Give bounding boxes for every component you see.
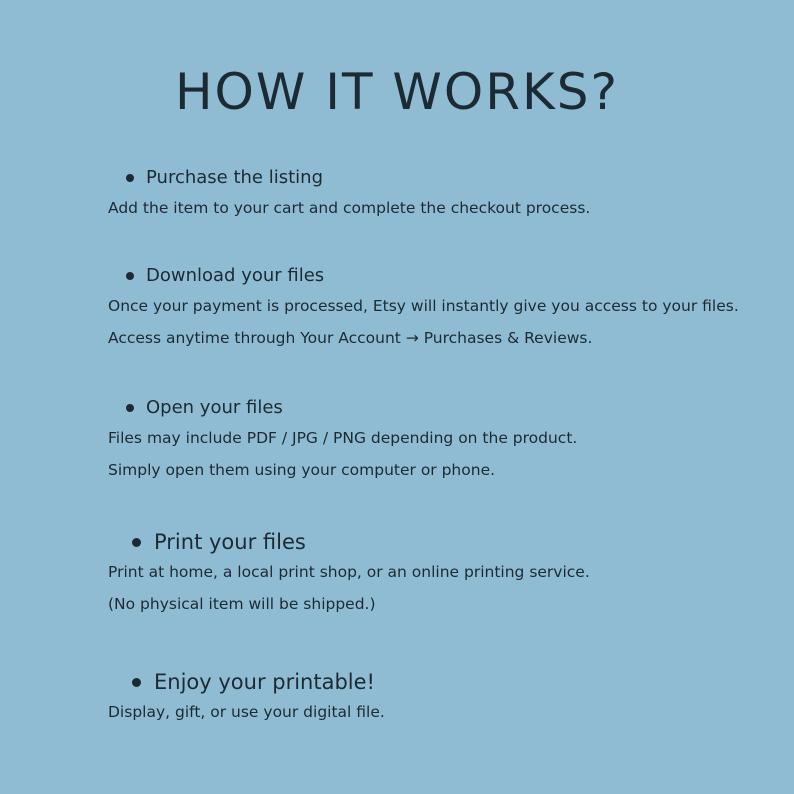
step-heading-label: Purchase the listing: [146, 167, 323, 188]
step-description-line: Access anytime through Your Account → Purchases & Reviews.: [108, 329, 593, 347]
step-print: [108, 528, 768, 620]
step-heading: [108, 668, 768, 696]
bullet-icon: [132, 538, 141, 547]
step-description-line: (No physical item will be shipped.): [108, 595, 376, 613]
step-description-line: Simply open them using your computer or phone.: [108, 461, 496, 479]
step-description-line: Files may include PDF / JPG / PNG depending on the product.: [108, 429, 578, 447]
bullet-icon: [126, 404, 134, 412]
step-open: [108, 394, 768, 486]
step-download: [108, 262, 768, 354]
step-purchase: [108, 164, 768, 224]
step-heading: [108, 528, 768, 556]
bullet-icon: [126, 174, 134, 182]
page-title: HOW IT WORKS?: [174, 63, 620, 121]
step-description-line: Add the item to your cart and complete the checkout process.: [108, 199, 591, 217]
step-heading-label: Open your files: [146, 397, 283, 418]
step-heading: [108, 164, 768, 192]
bullet-icon: [126, 272, 134, 280]
step-description-line: Display, gift, or use your digital file.: [108, 703, 385, 721]
step-heading-label: Print your files: [154, 530, 306, 554]
step-heading-label: Download your files: [146, 265, 325, 286]
step-enjoy: [108, 668, 768, 728]
step-heading: [108, 394, 768, 422]
step-heading-label: Enjoy your printable!: [154, 670, 375, 694]
step-description-line: Print at home, a local print shop, or an online printing service.: [108, 563, 590, 581]
bullet-icon: [132, 678, 141, 687]
step-heading: [108, 262, 768, 290]
step-description-line: Once your payment is processed, Etsy will instantly give you access to your files.: [108, 297, 739, 315]
